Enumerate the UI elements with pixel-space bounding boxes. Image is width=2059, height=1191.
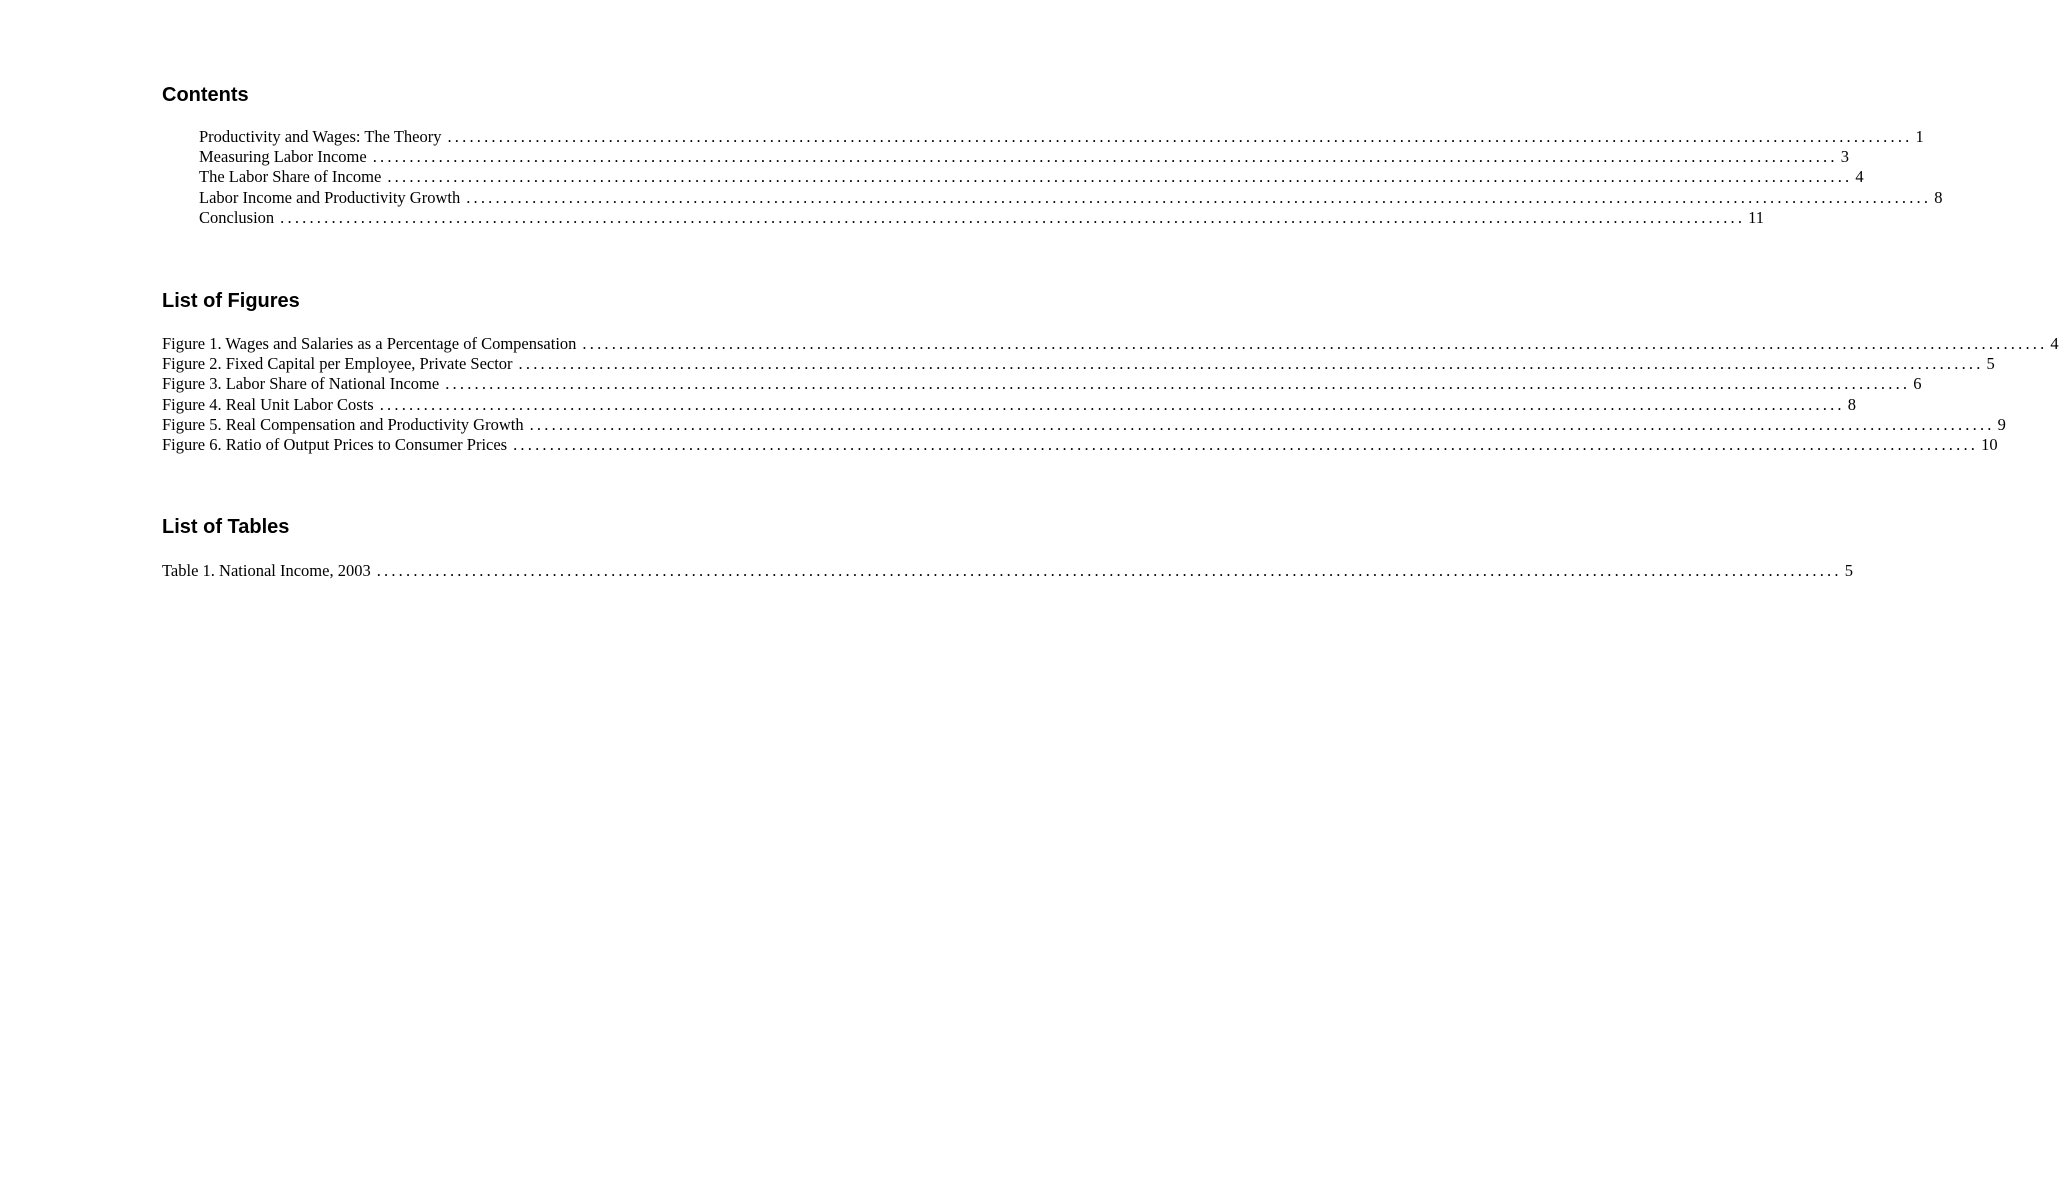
toc-leader-dots: ........................................................................................................................................................................................................ [447,127,1913,146]
figure-entry[interactable] [162,354,1995,374]
toc-leader-dots: ........................................................................................................................................................................................................ [529,414,1995,434]
toc-leader-dots: ........................................................................................................................................................................................................ [376,561,1842,580]
table-entry-label: Table 1. National Income, 2003 [162,561,371,580]
figure-entry-page: 4 [2050,334,2059,353]
toc-entry-page: 3 [1840,147,1849,167]
toc-entry[interactable] [199,207,1765,228]
toc-leader-dots: ........................................................................................................................................................................................................ [379,394,1845,414]
figure-entry-label: Figure 6. Ratio of Output Prices to Consumer Prices [162,434,508,454]
figure-entry[interactable] [162,414,2006,435]
toc-leader-dots: ........................................................................................................................................................................................................ [387,167,1853,187]
figure-entry[interactable] [162,434,1998,455]
list-of-figures-heading: List of Figures [162,290,300,312]
toc-leader-dots: ........................................................................................................................................................................................................ [280,207,1746,227]
contents-heading: Contents [162,84,249,106]
figure-entry[interactable] [162,334,2059,354]
toc-leader-dots: ........................................................................................................................................................................................................ [513,434,1979,454]
toc-entry-label: Labor Income and Productivity Growth [199,187,461,207]
toc-entry-page: 8 [1934,187,1943,207]
figure-entry-page: 6 [1913,374,1922,394]
toc-entry-page: 11 [1748,207,1765,227]
list-of-figures [162,334,2059,455]
figure-entry[interactable] [162,394,1856,415]
toc-leader-dots: ........................................................................................................................................................................................................ [466,187,1932,207]
table-entry[interactable] [162,561,1853,581]
figure-entry-label: Figure 4. Real Unit Labor Costs [162,394,374,414]
toc-entry[interactable] [199,147,1849,167]
figure-entry-label: Figure 2. Fixed Capital per Employee, Private Sector [162,354,513,374]
table-entry-page: 5 [1844,561,1853,580]
toc-entry-label: Measuring Labor Income [199,147,367,167]
figure-entry-page: 5 [1986,354,1995,374]
toc-leader-dots: ........................................................................................................................................................................................................ [582,334,2048,353]
contents-list [199,127,1943,228]
toc-leader-dots: ........................................................................................................................................................................................................ [445,374,1911,394]
figure-entry-label: Figure 1. Wages and Salaries as a Percentage of Compensation [162,334,577,353]
toc-entry-label: The Labor Share of Income [199,167,382,187]
figure-entry-label: Figure 3. Labor Share of National Income [162,374,440,394]
toc-leader-dots: ........................................................................................................................................................................................................ [518,354,1984,374]
figure-entry[interactable] [162,374,1922,394]
toc-leader-dots: ........................................................................................................................................................................................................ [372,147,1838,167]
toc-entry-label: Conclusion [199,207,275,227]
toc-entry-label: Productivity and Wages: The Theory [199,127,442,146]
figure-entry-label: Figure 5. Real Compensation and Productivity Growth [162,414,524,434]
toc-entry[interactable] [199,127,1924,147]
toc-entry[interactable] [199,167,1864,187]
list-of-tables-heading: List of Tables [162,516,290,538]
figure-entry-page: 9 [1997,414,2006,434]
list-of-tables [162,561,1853,581]
toc-entry-page: 4 [1855,167,1864,187]
figure-entry-page: 10 [1981,434,1998,454]
toc-entry[interactable] [199,187,1943,208]
toc-entry-page: 1 [1915,127,1924,146]
figure-entry-page: 8 [1847,394,1856,414]
